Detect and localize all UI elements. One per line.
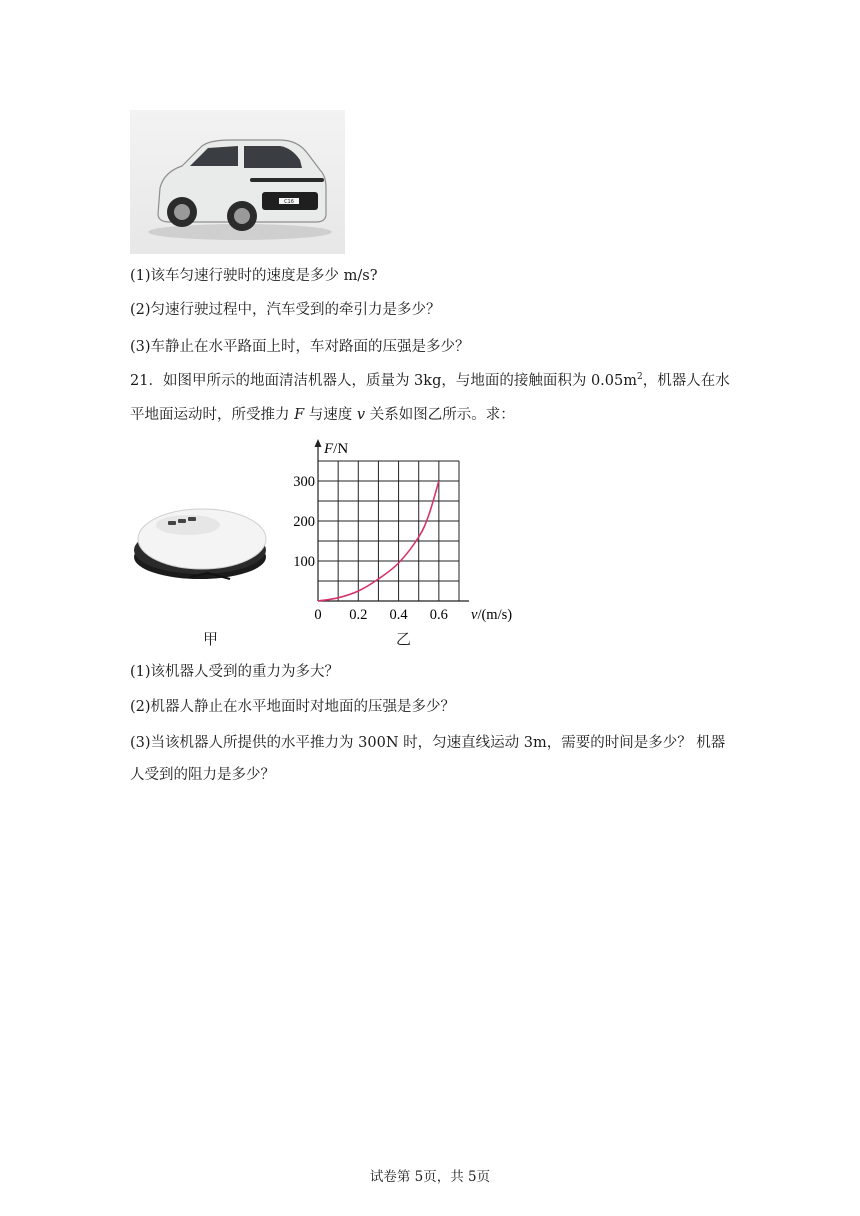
variable-f: F <box>294 407 305 423</box>
x-tick-label: 0.2 <box>349 607 368 623</box>
problem-21-stem-line-1 <box>130 371 730 391</box>
car-photo <box>130 110 345 254</box>
stem-text: 与速度 <box>304 407 357 423</box>
car-question-2: (2)匀速行驶过程中，汽车受到的牵引力是多少？ <box>130 302 441 318</box>
stem-text: 关系如图乙所示。求： <box>365 407 515 423</box>
stem-superscript: 2 <box>637 372 643 383</box>
y-axis-label: F/N <box>324 441 349 457</box>
car-question-3: (3)车静止在水平路面上时，车对路面的压强是多少？ <box>130 339 470 355</box>
force-velocity-graph <box>278 436 528 652</box>
stem-text: ，机器人在水 <box>642 373 730 389</box>
stem-text: 21．如图甲所示的地面清洁机器人，质量为 3kg，与地面的接触面积为 0.05m <box>130 373 637 389</box>
robot-vacuum-photo <box>130 495 270 585</box>
y-tick-label: 300 <box>293 474 315 490</box>
robot-question-1: (1)该机器人受到的重力为多大？ <box>130 664 340 680</box>
robot-question-2: (2)机器人静止在水平地面时对地面的压强是多少？ <box>130 699 456 715</box>
y-tick-label: 100 <box>293 554 315 570</box>
y-axis-arrow <box>315 439 322 447</box>
stem-text: 平地面运动时，所受推力 <box>130 407 295 423</box>
x-tick-label: 0.4 <box>389 607 408 623</box>
y-tick-label: 200 <box>293 514 315 530</box>
figure-label-b: 乙 <box>396 630 412 648</box>
variable-v: v <box>356 407 366 423</box>
robot-question-3-line-1: (3)当该机器人所提供的水平推力为 300N 时，匀速直线运动 3m，需要的时间是多少？ 机器 <box>130 735 726 751</box>
x-axis-label: v/(m/s) <box>471 607 513 623</box>
svg-text:C16: C16 <box>284 199 294 205</box>
origin-label: 0 <box>314 607 322 623</box>
problem-21-stem-line-2 <box>130 405 515 425</box>
x-tick-label: 0.6 <box>429 607 448 623</box>
car-question-1: (1)该车匀速行驶时的速度是多少 m/s? <box>130 268 378 284</box>
page-footer: 试卷第 5页，共 5页 <box>369 1169 491 1185</box>
robot-question-3-line-2: 人受到的阻力是多少？ <box>130 767 275 783</box>
figure-label-a: 甲 <box>203 630 219 648</box>
